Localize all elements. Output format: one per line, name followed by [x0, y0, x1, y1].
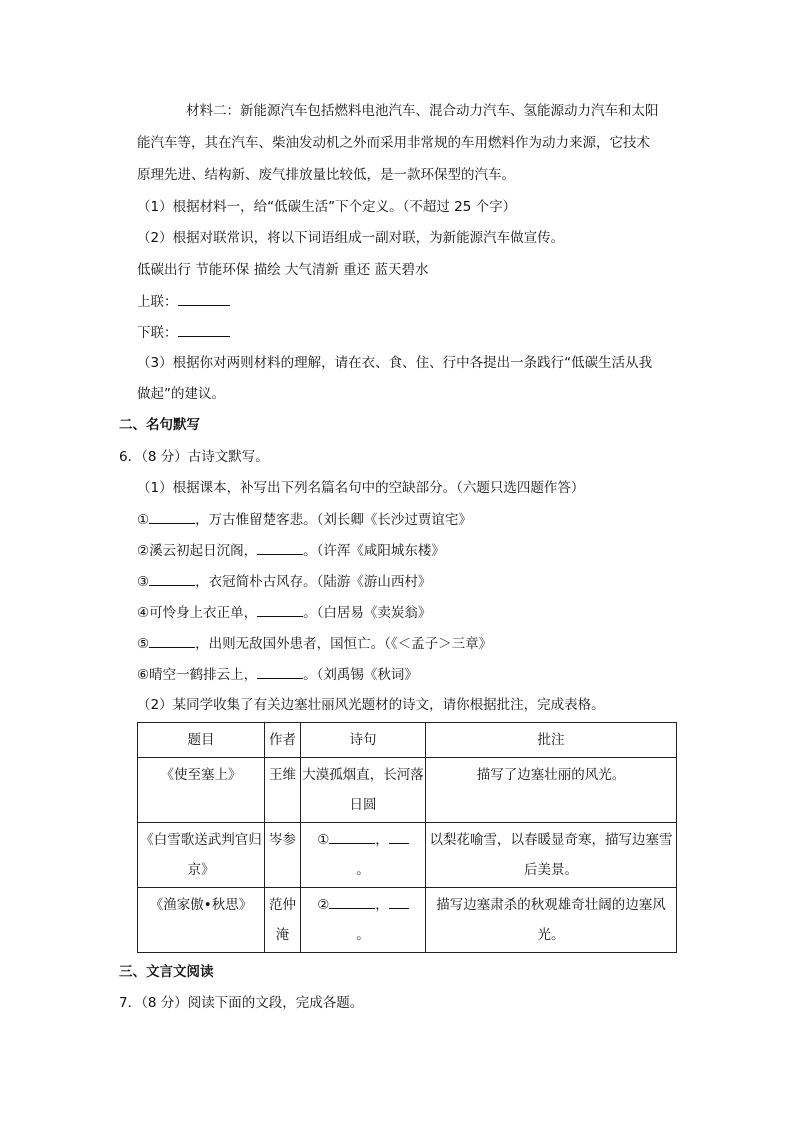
- item-marker: ⑥: [137, 667, 150, 683]
- table-row: [138, 888, 677, 953]
- lower-couplet-line: [137, 322, 230, 343]
- recitation-item-6: [137, 664, 418, 685]
- cell-verse-blank: ① ， 。: [301, 823, 426, 888]
- section3-title: 三、文言文阅读: [119, 964, 214, 980]
- verse-marker: ①: [317, 832, 330, 848]
- q6-sub2: （2）某同学收集了有关边塞壮丽风光题材的诗文，请你根据批注，完成表格。: [137, 697, 605, 713]
- cell-note: 描写了边塞壮丽的风光。: [426, 758, 677, 823]
- recitation-item-4: [137, 602, 431, 623]
- cell-title: 《使至塞上》: [138, 758, 265, 823]
- recitation-item-5: [137, 633, 492, 654]
- cell-note: 以梨花喻雪，以春暖显奇寒，描写边塞雪后美景。: [426, 823, 677, 888]
- cell-author: 王维: [265, 758, 301, 823]
- table-row: [138, 823, 677, 888]
- verse-tail: 。: [356, 862, 370, 878]
- item-blank[interactable]: [149, 571, 195, 586]
- header-title: 题目: [138, 723, 265, 758]
- verse-blank-2[interactable]: [389, 894, 409, 909]
- verse-marker: ②: [317, 897, 330, 913]
- item-before: 可怜身上衣正单，: [149, 605, 258, 621]
- lower-couplet-label: 下联：: [137, 325, 178, 341]
- q7-stem: 7．（8 分）阅读下面的文段，完成各题。: [119, 995, 364, 1011]
- item-blank[interactable]: [257, 602, 303, 617]
- item-after: 。（白居易《卖炭翁》: [303, 605, 432, 621]
- q6-sub1: （1）根据课本，补写出下列名篇名句中的空缺部分。（六题只选四题作答）: [137, 480, 585, 496]
- item-blank[interactable]: [257, 540, 303, 555]
- q5-words: 低碳出行 节能环保 描绘 大气清新 重还 蓝天碧水: [137, 262, 429, 278]
- header-author: 作者: [265, 723, 301, 758]
- verse-blank-2[interactable]: [389, 829, 409, 844]
- item-after: ，出则无敌国外患者，国恒亡。（《＜孟子＞三章》: [195, 636, 493, 652]
- item-marker: ③: [137, 574, 150, 590]
- q6-stem: 6．（8 分）古诗文默写。: [119, 449, 269, 465]
- material2-line2: 能汽车等，其在汽车、柴油发动机之外而采用非常规的车用燃料作为动力来源，它技术: [137, 135, 650, 151]
- upper-couplet-label: 上联：: [137, 294, 178, 310]
- item-after: 。（刘禹锡《秋词》: [303, 667, 418, 683]
- material2-line1: 材料二：新能源汽车包括燃料电池汽车、混合动力汽车、氢能源动力汽车和太阳: [186, 103, 659, 119]
- recitation-item-2: [137, 540, 445, 561]
- q5-sub3-line1: （3）根据你对两则材料的理解，请在衣、食、住、行中各提出一条践行“低碳生活从我: [137, 355, 653, 371]
- q5-sub2: （2）根据对联常识，将以下词语组成一副对联，为新能源汽车做宣传。: [137, 230, 565, 246]
- item-blank[interactable]: [257, 664, 303, 679]
- cell-author: 范仲淹: [265, 888, 301, 953]
- cell-verse: 大漠孤烟直，长河落日圆: [301, 758, 426, 823]
- item-before: 溪云初起日沉阁，: [149, 543, 258, 559]
- item-marker: ④: [137, 605, 150, 621]
- recitation-item-1: [137, 509, 472, 530]
- material2-line3: 原理先进、结构新、废气排放量比较低，是一款环保型的汽车。: [137, 167, 515, 183]
- item-after: 。（许浑《咸阳城东楼》: [303, 543, 445, 559]
- recitation-item-3: [137, 571, 431, 592]
- cell-note: 描写边塞肃杀的秋观雄奇壮阔的边塞风光。: [426, 888, 677, 953]
- lower-couplet-blank[interactable]: [178, 322, 230, 337]
- verse-blank-1[interactable]: [329, 894, 375, 909]
- table-header-row: [138, 723, 677, 758]
- header-note: 批注: [426, 723, 677, 758]
- item-blank[interactable]: [149, 633, 195, 648]
- q5-sub3-line2: 做起”的建议。: [137, 386, 225, 402]
- cell-title: 《白雪歌送武判官归京》: [138, 823, 265, 888]
- table-row: [138, 758, 677, 823]
- item-blank[interactable]: [149, 509, 195, 524]
- verse-tail: 。: [356, 927, 370, 943]
- section2-title: 二、名句默写: [119, 417, 200, 433]
- item-marker: ⑤: [137, 636, 150, 652]
- upper-couplet-blank[interactable]: [178, 291, 230, 306]
- frontier-poem-table: [137, 722, 677, 953]
- q5-sub1: （1）根据材料一，给“低碳生活”下个定义。（不超过 25 个字）: [137, 199, 517, 215]
- item-after: ，万古惟留楚客悲。（刘长卿《长沙过贾谊宅》: [195, 512, 472, 528]
- item-after: ，衣冠简朴古风存。（陆游《游山西村》: [195, 574, 432, 590]
- cell-author: 岑参: [265, 823, 301, 888]
- cell-title: 《渔家傲•秋思》: [138, 888, 265, 953]
- item-marker: ①: [137, 512, 150, 528]
- cell-verse-blank: ② ， 。: [301, 888, 426, 953]
- header-verse: 诗句: [301, 723, 426, 758]
- item-before: 晴空一鹤排云上，: [149, 667, 258, 683]
- item-marker: ②: [137, 543, 150, 559]
- verse-blank-1[interactable]: [329, 829, 375, 844]
- upper-couplet-line: [137, 291, 230, 312]
